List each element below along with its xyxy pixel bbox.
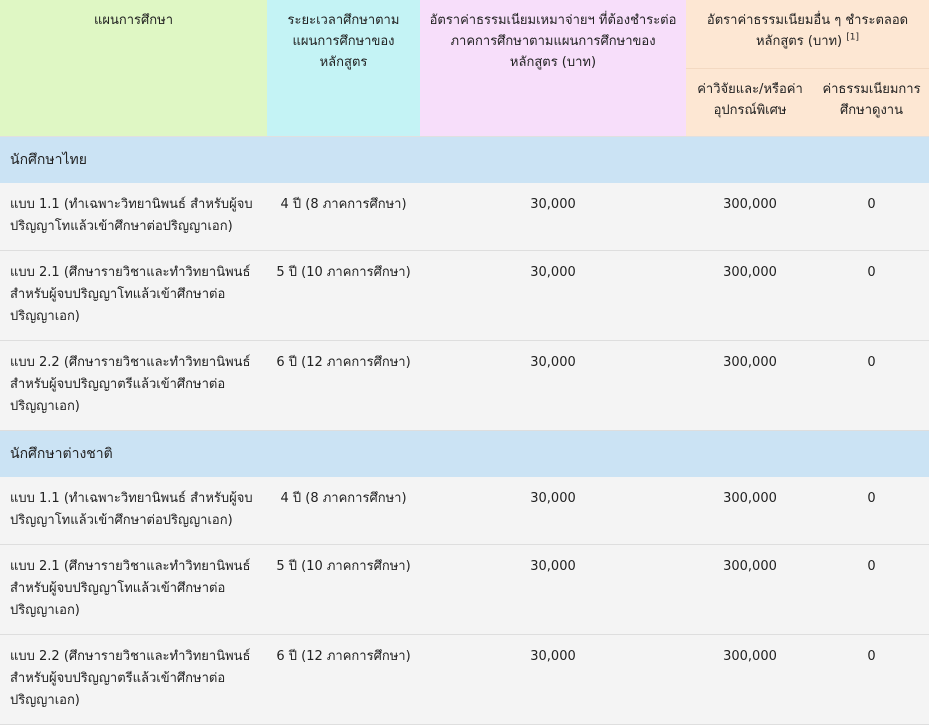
cell-visit-fee: 0 bbox=[814, 477, 929, 545]
header-flat-fee: อัตราค่าธรรมเนียมเหมาจ่ายฯ ที่ต้องชำระต่อภาคการศึกษาตามแผนการศึกษาของหลักสูตร (บาท) bbox=[420, 0, 686, 136]
header-research-fee: ค่าวิจัยและ/หรือค่าอุปกรณ์พิเศษ bbox=[686, 68, 814, 136]
table-row bbox=[0, 250, 929, 340]
cell-visit-fee: 0 bbox=[814, 544, 929, 634]
cell-research-fee: 300,000 bbox=[686, 477, 814, 545]
cell-plan: แบบ 1.1 (ทำเฉพาะวิทยานิพนธ์ สำหรับผู้จบปริญญาโทแล้วเข้าศึกษาต่อปริญญาเอก) bbox=[0, 477, 267, 545]
cell-plan: แบบ 1.1 (ทำเฉพาะวิทยานิพนธ์ สำหรับผู้จบปริญญาโทแล้วเข้าศึกษาต่อปริญญาเอก) bbox=[0, 183, 267, 251]
header-visit-fee: ค่าธรรมเนียมการศึกษาดูงาน bbox=[814, 68, 929, 136]
cell-visit-fee: 0 bbox=[814, 634, 929, 724]
header-plan: แผนการศึกษา bbox=[0, 0, 267, 136]
footnote-marker: [1] bbox=[846, 32, 860, 43]
cell-flat-fee: 30,000 bbox=[420, 340, 686, 430]
table-row bbox=[0, 183, 929, 251]
cell-research-fee: 300,000 bbox=[686, 634, 814, 724]
cell-plan: แบบ 2.2 (ศึกษารายวิชาและทำวิทยานิพนธ์ สำหรับผู้จบปริญญาตรีแล้วเข้าศึกษาต่อปริญญาเอก) bbox=[0, 634, 267, 724]
cell-research-fee: 300,000 bbox=[686, 250, 814, 340]
cell-flat-fee: 30,000 bbox=[420, 183, 686, 251]
cell-flat-fee: 30,000 bbox=[420, 544, 686, 634]
cell-research-fee: 300,000 bbox=[686, 183, 814, 251]
cell-duration: 5 ปี (10 ภาคการศึกษา) bbox=[267, 544, 420, 634]
cell-visit-fee: 0 bbox=[814, 340, 929, 430]
cell-duration: 6 ปี (12 ภาคการศึกษา) bbox=[267, 340, 420, 430]
cell-duration: 5 ปี (10 ภาคการศึกษา) bbox=[267, 250, 420, 340]
cell-flat-fee: 30,000 bbox=[420, 250, 686, 340]
table-row bbox=[0, 477, 929, 545]
cell-research-fee: 300,000 bbox=[686, 340, 814, 430]
header-other-fee bbox=[686, 0, 929, 68]
cell-flat-fee: 30,000 bbox=[420, 634, 686, 724]
table-row bbox=[0, 634, 929, 724]
cell-research-fee: 300,000 bbox=[686, 544, 814, 634]
cell-duration: 4 ปี (8 ภาคการศึกษา) bbox=[267, 477, 420, 545]
cell-plan: แบบ 2.1 (ศึกษารายวิชาและทำวิทยานิพนธ์ สำหรับผู้จบปริญญาโทแล้วเข้าศึกษาต่อปริญญาเอก) bbox=[0, 250, 267, 340]
group-title-thai: นักศึกษาไทย bbox=[0, 136, 929, 183]
header-duration: ระยะเวลาศึกษาตามแผนการศึกษาของหลักสูตร bbox=[267, 0, 420, 136]
cell-visit-fee: 0 bbox=[814, 250, 929, 340]
cell-plan: แบบ 2.1 (ศึกษารายวิชาและทำวิทยานิพนธ์ สำหรับผู้จบปริญญาโทแล้วเข้าศึกษาต่อปริญญาเอก) bbox=[0, 544, 267, 634]
cell-duration: 4 ปี (8 ภาคการศึกษา) bbox=[267, 183, 420, 251]
cell-visit-fee: 0 bbox=[814, 183, 929, 251]
header-other-fee-label: อัตราค่าธรรมเนียมอื่น ๆ ชำระตลอดหลักสูตร (บาท) bbox=[706, 13, 909, 49]
cell-plan: แบบ 2.2 (ศึกษารายวิชาและทำวิทยานิพนธ์ สำหรับผู้จบปริญญาตรีแล้วเข้าศึกษาต่อปริญญาเอก) bbox=[0, 340, 267, 430]
group-title-international: นักศึกษาต่างชาติ bbox=[0, 430, 929, 477]
table-row bbox=[0, 340, 929, 430]
table-row bbox=[0, 544, 929, 634]
cell-flat-fee: 30,000 bbox=[420, 477, 686, 545]
cell-duration: 6 ปี (12 ภาคการศึกษา) bbox=[267, 634, 420, 724]
